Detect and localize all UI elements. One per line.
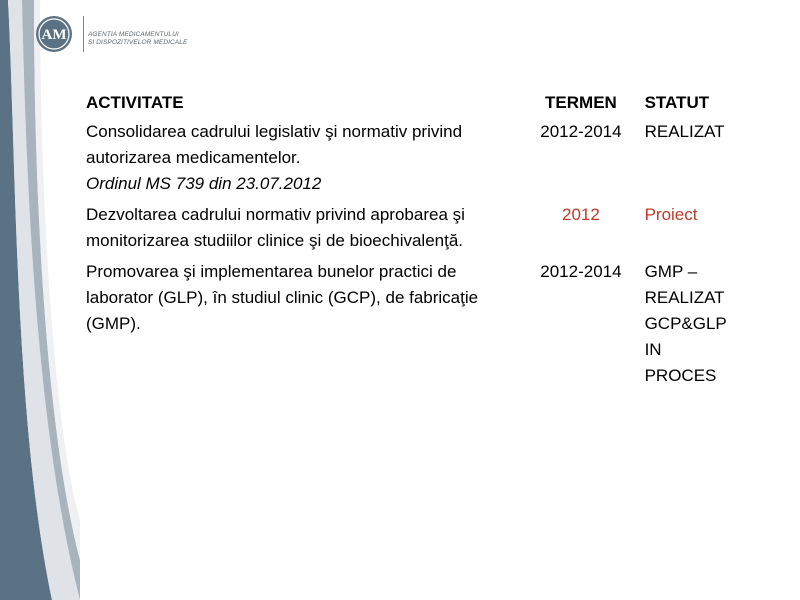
row-activity: Promovarea şi implementarea bunelor practici de laborator (GLP), în studiul clinic (GCP), de fabricaţie (GMP).: [86, 262, 479, 333]
activity-text: Consolidarea cadrului legislativ şi normativ privind autorizarea medicamentelor.: [86, 122, 463, 167]
svg-text:AM: AM: [41, 27, 67, 43]
activities-table: [80, 89, 760, 392]
row-status: [639, 257, 760, 392]
row-activity: Dezvoltarea cadrului normativ privind aprobarea şi monitorizarea studiilor clinice şi de bioechivalenţă.: [86, 205, 465, 250]
row-term: 2012-2014: [540, 122, 622, 141]
logo-agency-name: [88, 31, 187, 47]
activity-note: Ordinul MS 739 din 23.07.2012: [86, 174, 322, 193]
row-term: 2012-2014: [540, 262, 622, 281]
table-row: [80, 200, 760, 257]
logo-line-2: ȘI DISPOZITIVELOR MEDICALE: [88, 39, 188, 46]
logo-line-1: AGENȚIA MEDICAMENTULUI: [88, 31, 179, 38]
status-line: GCP&GLP: [644, 314, 727, 333]
table-header-row: [80, 89, 760, 117]
row-status: [639, 200, 760, 257]
row-activity: [80, 117, 523, 200]
status-line: REALIZAT: [644, 122, 725, 141]
am-logo-icon: [34, 14, 74, 54]
status-line: REALIZAT: [644, 288, 725, 307]
status-line: GMP –: [644, 262, 698, 281]
header-term: TERMEN: [545, 93, 617, 112]
row-term: 2012: [562, 205, 600, 224]
row-status: [639, 117, 760, 200]
status-line: Proiect: [644, 205, 698, 224]
header-activity: ACTIVITATE: [86, 93, 184, 112]
status-line: IN: [644, 340, 662, 359]
table-row: [80, 117, 760, 200]
status-line: PROCES: [644, 366, 717, 385]
side-decoration: [0, 0, 80, 600]
logo-divider: [83, 16, 84, 52]
header-status: STATUT: [644, 93, 710, 112]
table-row: [80, 257, 760, 392]
